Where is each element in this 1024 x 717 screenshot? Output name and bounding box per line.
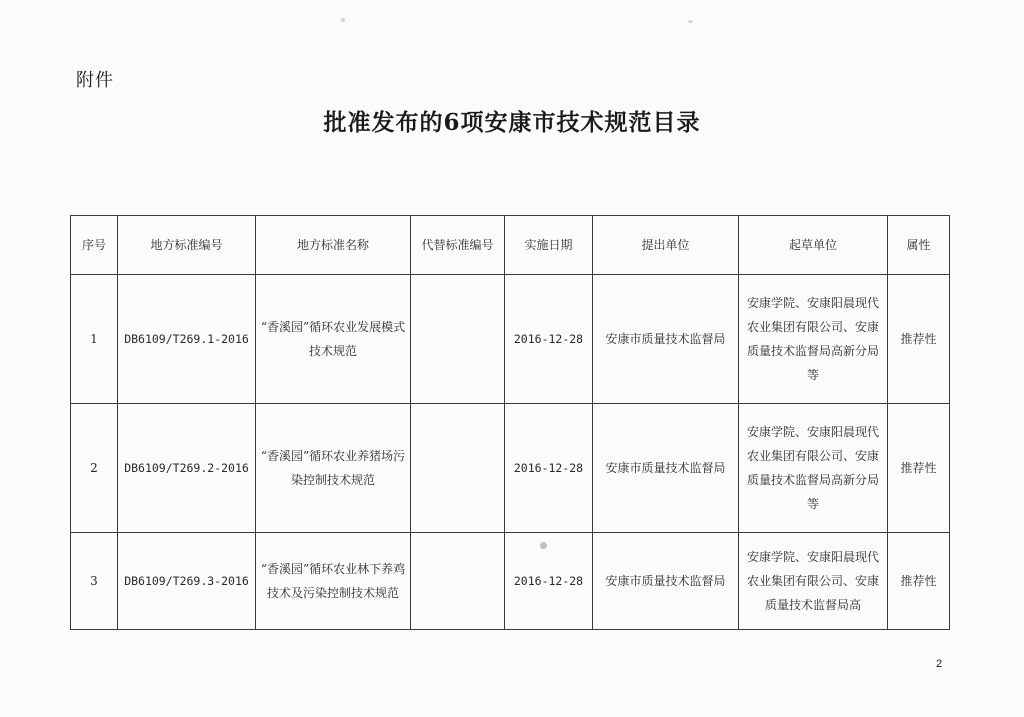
cell-date: 2016-12-28 [505, 404, 593, 533]
attachment-label: 附件 [76, 70, 114, 91]
cell-no: 3 [71, 533, 118, 630]
scan-speck [688, 20, 693, 23]
cell-code: DB6109/T269.2-2016 [118, 404, 256, 533]
header-no: 序号 [71, 216, 118, 275]
header-proposer: 提出单位 [593, 216, 739, 275]
cell-drafter: 安康学院、安康阳晨现代农业集团有限公司、安康质量技术监督局高新分局等 [739, 404, 888, 533]
standards-table [70, 215, 950, 630]
cell-date: 2016-12-28 [505, 533, 593, 630]
cell-proposer: 安康市质量技术监督局 [593, 533, 739, 630]
cell-name: “香溪园”循环农业林下养鸡技术及污染控制技术规范 [256, 533, 411, 630]
cell-date: 2016-12-28 [505, 275, 593, 404]
cell-name: “香溪园”循环农业养猪场污染控制技术规范 [256, 404, 411, 533]
scan-speck [341, 18, 345, 22]
header-replaces: 代替标准编号 [411, 216, 505, 275]
cell-drafter: 安康学院、安康阳晨现代农业集团有限公司、安康质量技术监督局高新分局等 [739, 275, 888, 404]
cell-proposer: 安康市质量技术监督局 [593, 275, 739, 404]
header-attribute: 属性 [888, 216, 950, 275]
table-header-row [71, 216, 950, 275]
header-name: 地方标准名称 [256, 216, 411, 275]
cell-attribute: 推荐性 [888, 533, 950, 630]
table-row [71, 533, 950, 630]
header-code: 地方标准编号 [118, 216, 256, 275]
cell-code: DB6109/T269.1-2016 [118, 275, 256, 404]
cell-proposer: 安康市质量技术监督局 [593, 404, 739, 533]
cell-code: DB6109/T269.3-2016 [118, 533, 256, 630]
table-row [71, 275, 950, 404]
cell-replaces [411, 404, 505, 533]
cell-replaces [411, 275, 505, 404]
cell-attribute: 推荐性 [888, 275, 950, 404]
cell-no: 1 [71, 275, 118, 404]
cell-no: 2 [71, 404, 118, 533]
header-drafter: 起草单位 [739, 216, 888, 275]
table-row [71, 404, 950, 533]
page-number: 2 [936, 658, 943, 670]
cell-replaces [411, 533, 505, 630]
cell-drafter: 安康学院、安康阳晨现代农业集团有限公司、安康质量技术监督局高 [739, 533, 888, 630]
cell-name: “香溪园”循环农业发展模式技术规范 [256, 275, 411, 404]
document-title: 批准发布的6项安康市技术规范目录 [323, 109, 701, 136]
cell-attribute: 推荐性 [888, 404, 950, 533]
header-date: 实施日期 [505, 216, 593, 275]
